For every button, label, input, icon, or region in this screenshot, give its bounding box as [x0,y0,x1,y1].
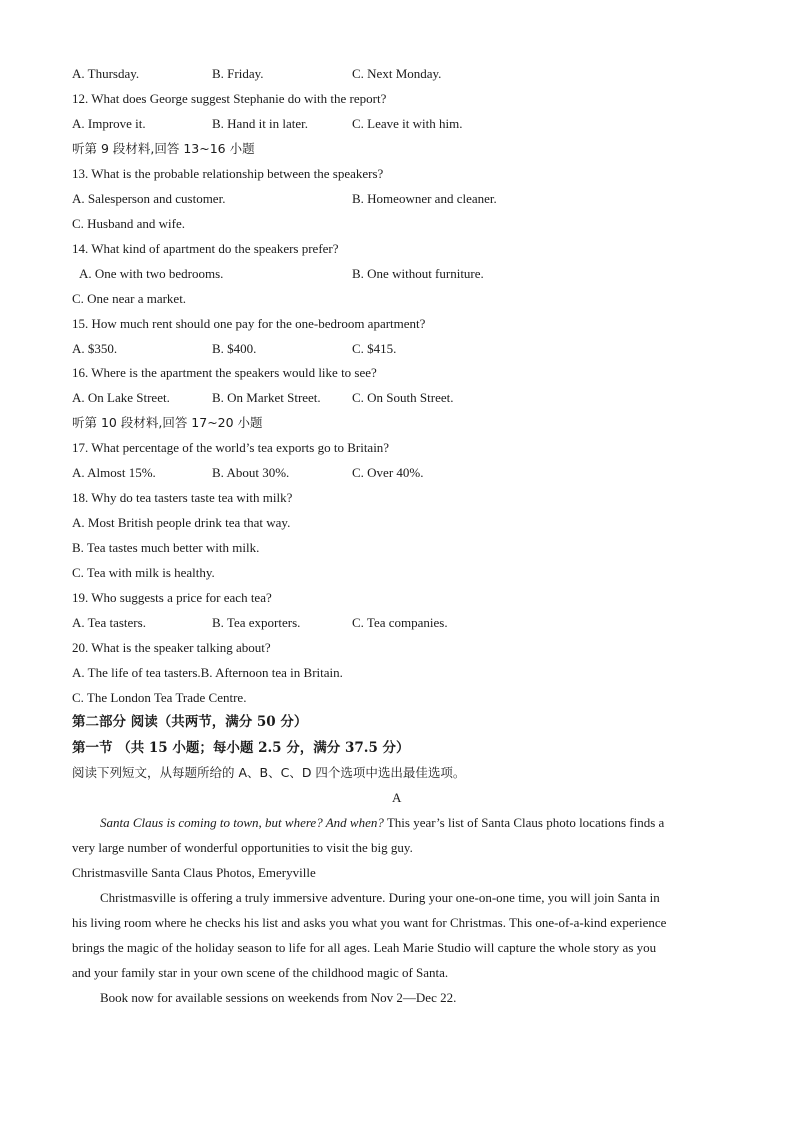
passage-intro-italic: Santa Claus is coming to town, but where? And when? [100,815,384,830]
section-10-heading: 听第 10 段材料,回答 17~20 小题 [72,415,263,430]
section-9-heading: 听第 9 段材料,回答 13~16 小题 [72,141,255,156]
question-19: 19. Who suggests a price for each tea? [72,590,272,605]
q15-option-a: A. $350. [72,341,118,356]
q15-option-c: C. $415. [352,341,397,356]
q20-option-c: C. The London Tea Trade Centre. [72,690,247,705]
passage-intro-rest: This year’s list of Santa Claus photo locations finds a [383,815,665,830]
q16-option-a: A. On Lake Street. [72,390,170,405]
question-14: 14. What kind of apartment do the speakers prefer? [72,241,339,256]
q16-option-c: C. On South Street. [352,390,454,405]
question-18: 18. Why do tea tasters taste tea with milk? [72,490,293,505]
q15-option-b: B. $400. [212,341,257,356]
question-20: 20. What is the speaker talking about? [72,640,271,655]
booking-line: Book now for available sessions on weekends from Nov 2—Dec 22. [100,990,457,1005]
q20-options-ab: A. The life of tea tasters.B. Afternoon tea in Britain. [72,665,343,680]
paragraph-line: Christmasville is offering a truly immersive adventure. During your one-on-one time, you will join Santa in [100,890,660,905]
q12-option-c: C. Leave it with him. [352,116,463,131]
q18-option-b: B. Tea tastes much better with milk. [72,540,260,555]
q13-option-a: A. Salesperson and customer. [72,191,226,206]
q14-option-b: B. One without furniture. [352,266,484,281]
question-16: 16. Where is the apartment the speakers would like to see? [72,365,377,380]
paragraph-line: brings the magic of the holiday season to life for all ages. Leah Marie Studio will capture the whole story as you [72,940,657,955]
q11-option-b: B. Friday. [212,66,264,81]
q17-option-b: B. About 30%. [212,465,290,480]
paragraph-line: and your family star in your own scene of the childhood magic of Santa. [72,965,449,980]
q14-option-a: A. One with two bedrooms. [79,266,224,281]
location-heading: Christmasville Santa Claus Photos, Emeryville [72,865,316,880]
q13-option-b: B. Homeowner and cleaner. [352,191,497,206]
q14-option-c: C. One near a market. [72,291,187,306]
q12-option-a: A. Improve it. [72,116,146,131]
q16-option-b: B. On Market Street. [212,390,321,405]
q19-option-b: B. Tea exporters. [212,615,301,630]
q18-option-c: C. Tea with milk is healthy. [72,565,215,580]
passage-intro-line-2: very large number of wonderful opportunities to visit the big guy. [72,840,413,855]
question-15: 15. How much rent should one pay for the one-bedroom apartment? [72,316,426,331]
section-1-heading: 第一节 （共 15 小题；每小题 2.5 分，满分 37.5 分） [72,740,410,756]
question-12: 12. What does George suggest Stephanie do with the report? [72,91,387,106]
q17-option-c: C. Over 40%. [352,465,424,480]
q18-option-a: A. Most British people drink tea that way. [72,515,291,530]
q19-option-a: A. Tea tasters. [72,615,146,630]
part-2-heading: 第二部分 阅读（共两节，满分 50 分） [72,714,308,730]
passage-intro-line-1 [100,815,664,831]
q11-option-c: C. Next Monday. [352,66,442,81]
q11-option-a: A. Thursday. [72,66,140,81]
q13-option-c: C. Husband and wife. [72,216,186,231]
paragraph-line: his living room where he checks his list and asks you what you want for Christmas. This one-of-a-kind experience [72,915,667,930]
q12-option-b: B. Hand it in later. [212,116,309,131]
q17-option-a: A. Almost 15%. [72,465,156,480]
passage-letter: A [392,790,402,805]
question-17: 17. What percentage of the world’s tea exports go to Britain? [72,440,390,455]
reading-instructions: 阅读下列短文，从每题所给的 A、B、C、D 四个选项中选出最佳选项。 [72,765,466,780]
q19-option-c: C. Tea companies. [352,615,448,630]
question-13: 13. What is the probable relationship between the speakers? [72,166,384,181]
